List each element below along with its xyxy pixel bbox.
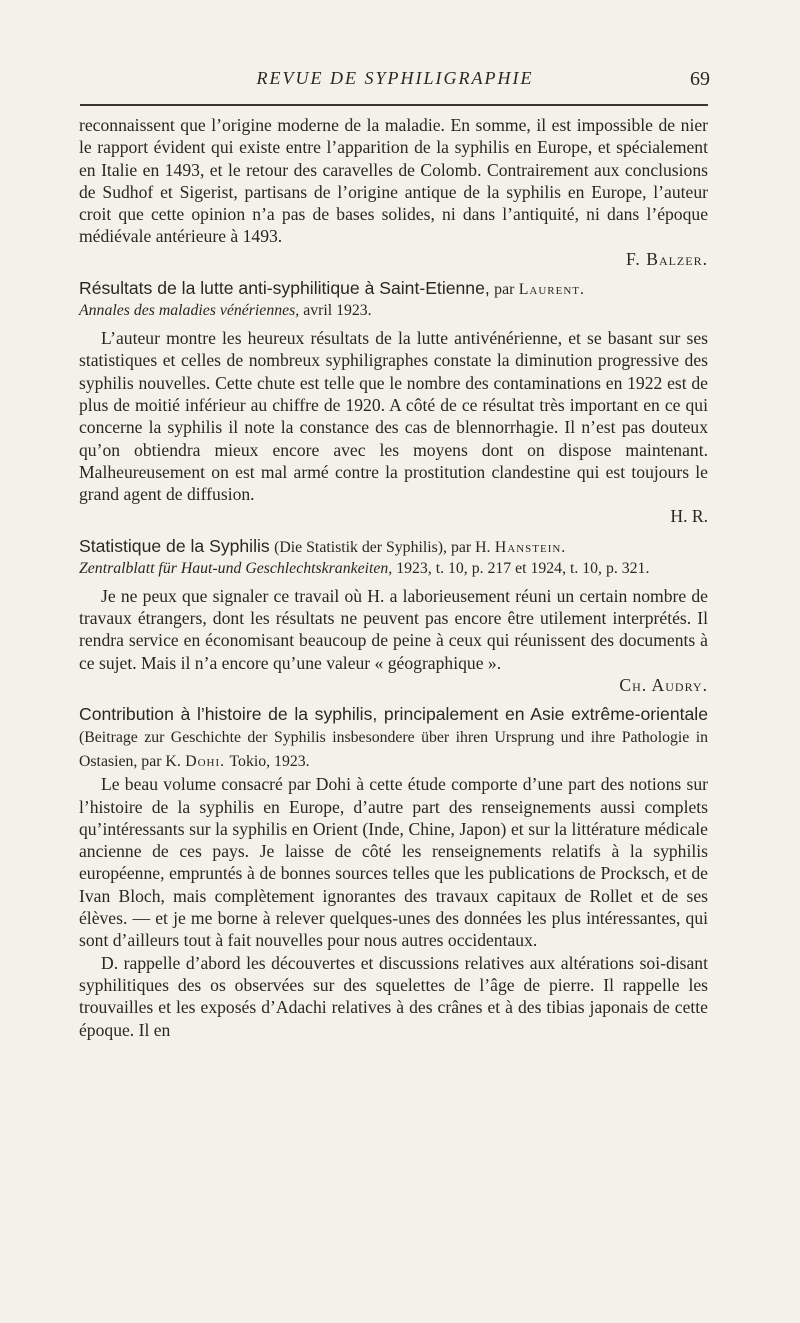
review-2-source-line	[79, 559, 708, 579]
review-2-ref: (Die Statistik der Syphilis), par H.	[274, 538, 491, 556]
signature-balzer: F. Balzer.	[626, 248, 708, 269]
signature-hr: H. R.	[670, 506, 708, 527]
review-1-source: Annales des maladies vénériennes,	[79, 302, 300, 320]
header-rule	[80, 104, 708, 106]
review-1-author: Laurent.	[518, 281, 585, 299]
review-1-source-line	[79, 301, 708, 321]
review-3-details: Tokio, 1923.	[229, 753, 310, 771]
review-1-title: Résultats de la lutte anti-syphilitique à Saint-Etienne,	[79, 278, 490, 299]
review-3-title: Contribution à l’histoire de la syphilis, principalement en Asie extrême-orientale	[79, 704, 708, 725]
intro-paragraph: reconnaissent que l’origine moderne de la maladie. En somme, il est impossible de nier le rapport évident qui existe entre l’apparition de la syphilis en Europe, et spécialement en Italie en 1493, et le retour des caravelles de Colomb. Contrairement aux conclusions de Sudhof et Sigerist, partisans de l’origine antique de la syphilis en Europe, l’auteur croit que cette opinion n’a pas de bases solides, ni dans l’antiquité, ni dans l’époque médiévale antérieure à 1493.	[79, 115, 708, 247]
review-3-author: Dohi.	[185, 753, 226, 771]
review-2-details: 1923, t. 10, p. 217 et 1924, t. 10, p. 321.	[396, 559, 650, 577]
review-2-source: Zentralblatt für Haut-und Geschlechtskrankeiten,	[79, 559, 393, 577]
review-1-heading	[79, 277, 708, 301]
review-1-date: avril 1923.	[303, 302, 372, 320]
review-3-heading	[79, 703, 708, 773]
review-1-by: par	[494, 281, 515, 299]
running-title: REVUE DE SYPHILIGRAPHIE	[256, 68, 534, 88]
article-body	[79, 114, 708, 1041]
page-number: 69	[690, 68, 710, 90]
review-3-body-2: D. rappelle d’abord les découvertes et discussions relatives aux altérations soi-disant syphilitiques des os observées sur des squelettes de l’âge de pierre. Il rappelle les trouvailles et les exposés d’Adachi relatives à des crânes et à des tibias japonais de cette époque. Il en	[79, 952, 708, 1040]
review-3-body-1: Le beau volume consacré par Dohi à cette étude comporte d’une part des notions sur l’histoire de la syphilis en Europe, d’autre part des renseignements aussi complets qu’intéressants sur la syphilis en Orient (Inde, Chine, Japon) et sur la littérature médicale ancienne de ces pays. Je laisse de côté les renseignements relatifs à la syphilis européenne, empruntés à de bonnes sources telles que les publications de Procksch, et de Ivan Bloch, mais complètement ignorantes des travaux capitaux de Rollet et de ses élèves. — et je me borne à relever quelques-unes des données les plus intéressantes, qui sont d’ailleurs tout à fait nouvelles pour nous autres occidentaux.	[79, 774, 708, 951]
review-3-ref: (Beitrage zur Geschichte der Syphilis insbesondere über ihren Ursprung und ihre Pathologie in Ostasien, par K.	[79, 729, 708, 771]
review-2-body: Je ne peux que signaler ce travail où H. a laborieusement réuni un certain nombre de travaux étrangers, dont les résultats ne peuvent pas encore être utilement interprétés. Il rendra service en économisant beaucoup de peine à ceux qui réunissent des documents à ce sujet. Mais il n’a encore qu’une valeur « géographique ».	[79, 585, 708, 673]
review-2-heading	[79, 535, 708, 559]
review-2-author: Hanstein.	[494, 538, 567, 556]
running-head	[80, 68, 710, 96]
signature-audry: Ch. Audry.	[619, 674, 708, 695]
review-2-title: Statistique de la Syphilis	[79, 535, 270, 556]
review-1-body: L’auteur montre les heureux résultats de la lutte antivénérienne, et se basant sur ses statistiques et celles de nombreux syphiligraphes constate la diminution progressive des syphilis nouvelles. Cette chute est telle que le nombre des contaminations en 1922 est de plus de moitié inférieur au chiffre de 1920. A côté de ce résultat très important en ce qui concerne la syphilis il note la constance des cas de blennorrhagie. Il n’est pas douteux qu’on obtiendra mieux encore avec les moyens dont on dispose maintenant. Malheureusement on est mal armé contre la prostitution clandestine qui est toujours le grand agent de diffusion.	[79, 328, 708, 505]
